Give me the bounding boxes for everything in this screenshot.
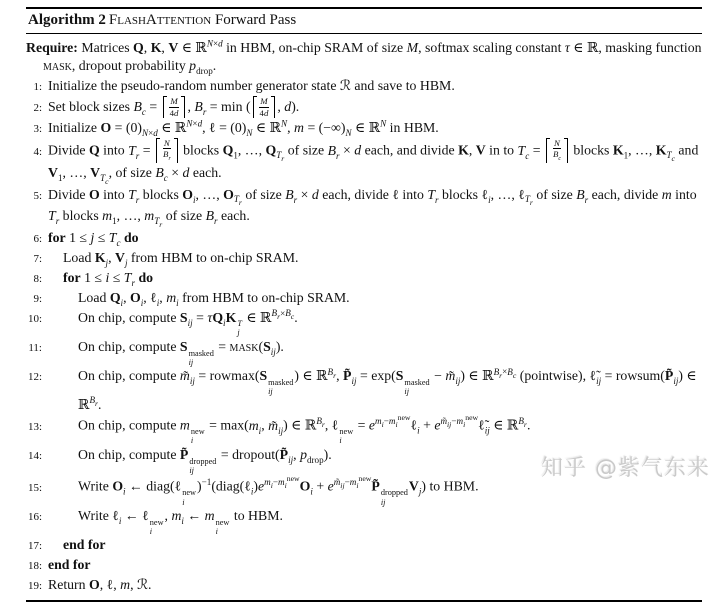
line-content: Write ℓ$_i$ ← ℓ new i , $m_i$ ← m new i to HBM. [78, 508, 283, 536]
algorithm-line [26, 338, 702, 367]
line-content: Divide Q into $T_r$ = N $B_r$ blocks $Q_1$, …, $Q_{T_r}$ of size $B_r \times d$ each, and divide K, V in to $T_c$ = N $B_c$ blocks $K_1$, …, $K_{T_c}$ and $V_1$, …, $V_{T_c}$, of size $B_c \times d$ each. [48, 138, 699, 186]
algorithm-line [26, 309, 702, 338]
algorithm-header [26, 7, 702, 34]
algorithm-line [26, 139, 702, 185]
algorithm-line [26, 77, 702, 97]
line-number: 12: [27, 371, 42, 384]
algorithm-line [26, 186, 702, 229]
algorithm-line [26, 249, 702, 269]
line-content: Write $O_i$ ← diag(ℓ new i )$^{-1}(diag(\ell_i)e^{m_i-m_i^{new}}O_i$ + $e^{m̃_{ij}-m_i^{new}}P̃$ dropped ij $V_j$) to HBM. [78, 474, 479, 507]
line-number: 19: [27, 580, 42, 593]
line-number: 1: [33, 81, 42, 94]
line-number: 5: [33, 189, 42, 202]
algorithm-line [26, 289, 702, 309]
line-content: Initialize $O = (0)_{N\times d}$ ∈ ℝ$^{N\times d}$, ℓ = $(0)_N$ ∈ ℝ$^N$, $m = (-\infty)_N$ ∈ ℝ$^N$ in HBM. [48, 118, 439, 138]
algorithm-title: FlashAttention Forward Pass [108, 12, 297, 28]
line-number: 2: [33, 102, 42, 115]
algorithm-line [26, 119, 702, 139]
algorithm-line [26, 414, 702, 445]
line-number: 17: [27, 540, 42, 553]
line-content: Load $K_j$, $V_j$ from HBM to on-chip SRAM. [63, 249, 299, 268]
line-content: for $1 \le j \le T_c$ do [48, 229, 139, 248]
line-number: 3: [33, 123, 42, 136]
algorithm-card [26, 7, 702, 602]
algorithm-line [26, 536, 702, 556]
algorithm-line [26, 507, 702, 536]
line-content: On chip, compute m new i = $\max(m_i$, $m̃_{ij}$) ∈ ℝ$^{B_r}$, ℓ new i = $e^{m_i-m_i^{new}}\ell_i$ + $e^{m̃_{ij}-m_i^{new}}\ell̃_{ij}$ ∈ ℝ$^{B_r}$. [78, 413, 531, 446]
line-number: 6: [33, 232, 42, 245]
algorithm-line [26, 269, 702, 289]
line-number: 10: [27, 312, 42, 325]
line-number: 4: [33, 145, 42, 158]
line-content: Return O, ℓ, m, ℛ. [48, 577, 152, 593]
line-content: On chip, compute P̃ dropped ij = $dropout(P̃_{ij}$, $p_{drop}$). [78, 446, 332, 475]
line-number: 8: [33, 272, 42, 285]
line-content: On chip, compute $m̃_{ij} = rowmax(S$ masked ij ) ∈ ℝ$^{B_r}$, $P̃_{ij} = \exp(S$ masked ij − $m̃_{ij}$) ∈ ℝ$^{B_r\times B_c}$ (pointwise), $\ell̃_{ij}$ = $rowsum(P̃_{ij})$ ∈ ℝ$^{B_r}$. [78, 366, 697, 413]
watermark: 知乎 @紫气东来 [541, 456, 710, 481]
require-line [26, 39, 702, 75]
line-number: 16: [27, 511, 42, 524]
algorithm-name: FlashAttention [108, 12, 212, 28]
algorithm-line [26, 576, 702, 596]
algorithm-line [26, 97, 702, 118]
line-content: Divide O into $T_r$ blocks $O_i$, …, $O_{T_r}$ of size $B_r \times d$ each, divide ℓ into $T_r$ blocks ℓ$_i$, …, ℓ$_{T_r}$ of size $B_r$ each, divide m into $T_r$ blocks $m_1$, …, $m_{T_r}$ of size $B_r$ each. [48, 186, 697, 229]
line-content: On chip, compute $S_{ij} = \tau Q_iK$ T j ∈ ℝ$^{B_r\times B_c}$. [78, 308, 298, 338]
line-number: 15: [27, 481, 42, 494]
line-content: end for [48, 557, 91, 573]
line-number: 9: [33, 292, 42, 305]
algorithm-lines [26, 77, 702, 596]
line-number: 18: [27, 560, 42, 573]
line-number: 14: [27, 449, 42, 462]
algorithm-line [26, 229, 702, 249]
line-content: end for [63, 537, 106, 553]
line-content: On chip, compute S masked ij = $mask(S_{ij})$. [78, 339, 284, 367]
algorithm-line [26, 367, 702, 413]
line-content: Set block sizes $B_c$ = M 4d , $B_r = \min$ ( M 4d , d). [48, 96, 300, 118]
algorithm-body [26, 34, 702, 596]
line-number: 7: [33, 252, 42, 265]
algorithm-line [26, 556, 702, 576]
algorithm-label: Algorithm 2 [28, 12, 106, 28]
require-label: Require: [26, 40, 78, 55]
require-body: Matrices Q, K, V ∈ ℝ$^{N\times d}$ in HBM, on-chip SRAM of size M, softmax scaling constant τ ∈ ℝ, masking function mask, dropout probability $p_{drop}$. [43, 38, 702, 76]
line-number: 11: [28, 342, 42, 355]
line-content: Load $Q_i$, $O_i$, ℓ$_i$, $m_i$ from HBM to on-chip SRAM. [78, 289, 350, 308]
line-number: 13: [27, 420, 42, 433]
line-content: Initialize the pseudo-random number generator state ℛ and save to HBM. [48, 78, 455, 94]
line-content: for $1 \le i \le T_r$ do [63, 269, 154, 288]
